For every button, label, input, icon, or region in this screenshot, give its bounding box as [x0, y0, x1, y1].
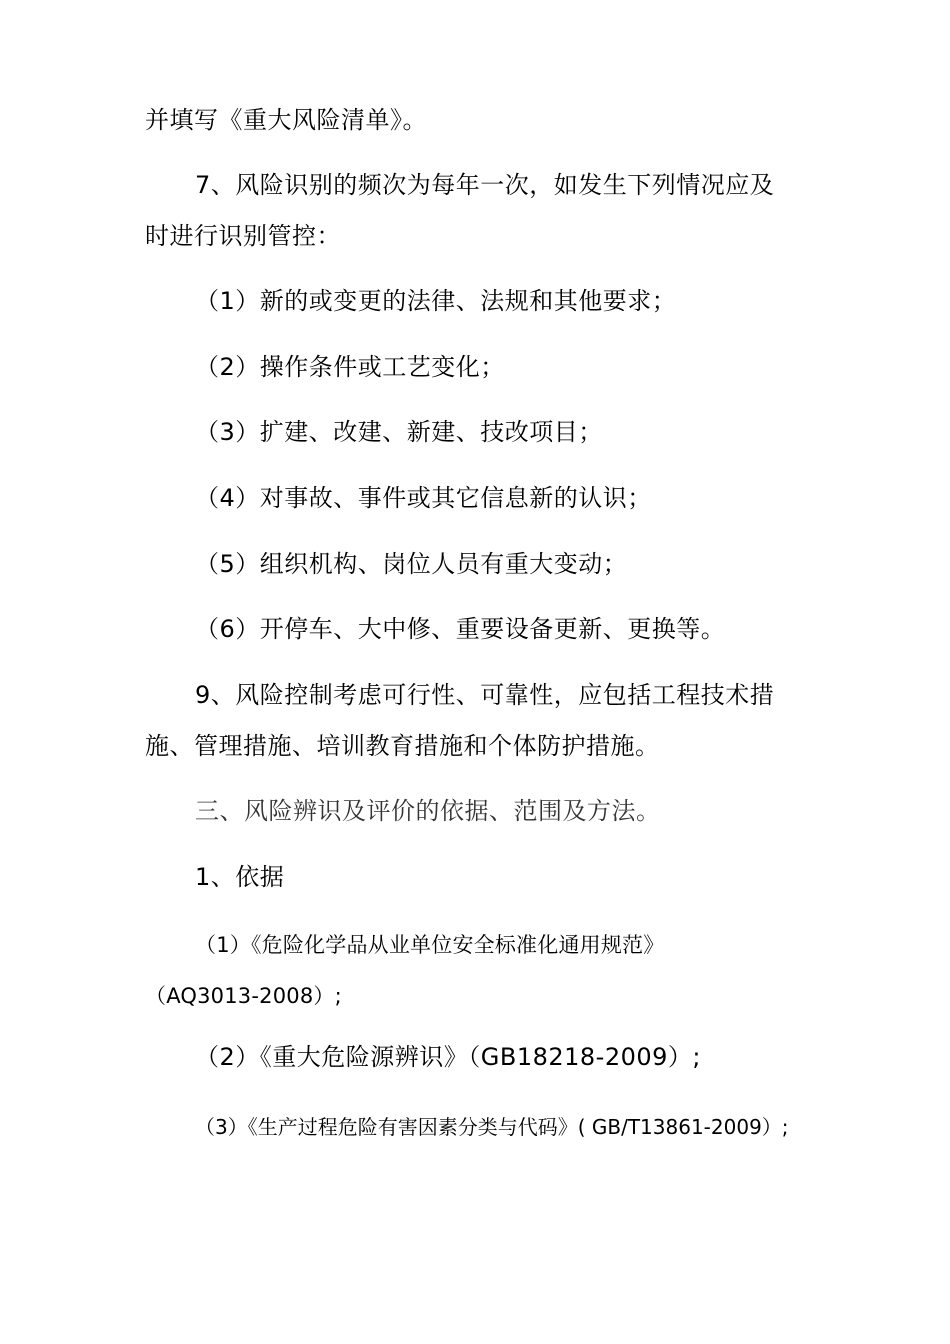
text-line-sub-1: （1）新的或变更的法律、法规和其他要求；	[195, 287, 677, 315]
text-line-sub-3: （3）扩建、改建、新建、技改项目；	[195, 418, 603, 446]
text-line-sub-6: （6）开停车、大中修、重要设备更新、更换等。	[195, 615, 726, 643]
reference-item-3: （3）《生产过程危险有害因素分类与代码》( GB/T13861-2009）;	[195, 1115, 789, 1139]
subsection-heading-basis: 1、依据	[195, 863, 285, 891]
text-line-sub-5: （5）组织机构、岗位人员有重大变动；	[195, 550, 628, 578]
text-line-item-9: 9、风险控制考虑可行性、可靠性，应包括工程技术措	[195, 681, 775, 709]
reference-item-2: （2）《重大危险源辨识》（GB18218-2009）;	[195, 1043, 702, 1071]
text-line-item-9-cont: 施、管理措施、培训教育措施和个体防护措施。	[145, 732, 660, 760]
reference-item-1: （1）《危险化学品从业单位安全标准化通用规范》	[195, 933, 665, 957]
section-heading-three: 三、风险辨识及评价的依据、范围及方法。	[195, 797, 661, 825]
text-line-continuation: 并填写《重大风险清单》。	[145, 106, 427, 134]
text-line-sub-4: （4）对事故、事件或其它信息新的认识；	[195, 484, 652, 512]
text-line-sub-2: （2）操作条件或工艺变化；	[195, 353, 505, 381]
reference-item-1-code: （AQ3013-2008）;	[145, 984, 342, 1008]
text-line-item-7: 7、风险识别的频次为每年一次，如发生下列情况应及	[195, 171, 775, 199]
text-line-item-7-cont: 时进行识别管控：	[145, 222, 341, 250]
